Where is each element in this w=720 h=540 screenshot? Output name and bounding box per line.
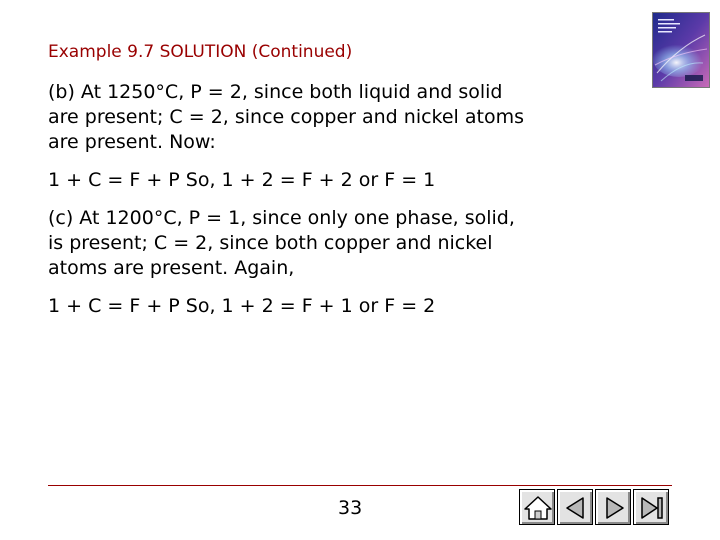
end-slide-button[interactable] xyxy=(633,489,669,525)
equation-b-text: 1 + C = F + P So, 1 + 2 = F + 2 or F = 1 xyxy=(48,169,436,191)
paragraph-b-line-3: are present. Now: xyxy=(48,131,216,153)
slide-title: Example 9.7 SOLUTION (Continued) xyxy=(48,42,353,62)
paragraph-c xyxy=(48,206,515,281)
paragraph-c-line-1: (c) At 1200°C, P = 1, since only one phase, solid, xyxy=(48,207,515,229)
paragraph-b-line-1: (b) At 1250°C, P = 2, since both liquid and solid xyxy=(48,81,503,103)
page-number: 33 xyxy=(338,497,363,519)
equation-c xyxy=(48,294,435,319)
footer-divider xyxy=(48,485,672,486)
equation-c-text: 1 + C = F + P So, 1 + 2 = F + 1 or F = 2 xyxy=(48,295,436,317)
paragraph-b xyxy=(48,80,524,155)
previous-slide-button[interactable] xyxy=(557,489,593,525)
home-button[interactable] xyxy=(519,489,555,525)
paragraph-b-line-2: are present; C = 2, since copper and nickel atoms xyxy=(48,106,525,128)
book-cover-art xyxy=(653,13,709,87)
equation-b xyxy=(48,168,435,193)
home-icon xyxy=(520,490,556,526)
next-slide-button[interactable] xyxy=(595,489,631,525)
back-arrow-icon xyxy=(558,490,594,526)
forward-arrow-icon xyxy=(596,490,632,526)
paragraph-c-line-2: is present; C = 2, since both copper and nickel xyxy=(48,232,493,254)
end-icon xyxy=(634,490,670,526)
book-cover-image xyxy=(652,12,710,88)
paragraph-c-line-3: atoms are present. Again, xyxy=(48,257,295,279)
